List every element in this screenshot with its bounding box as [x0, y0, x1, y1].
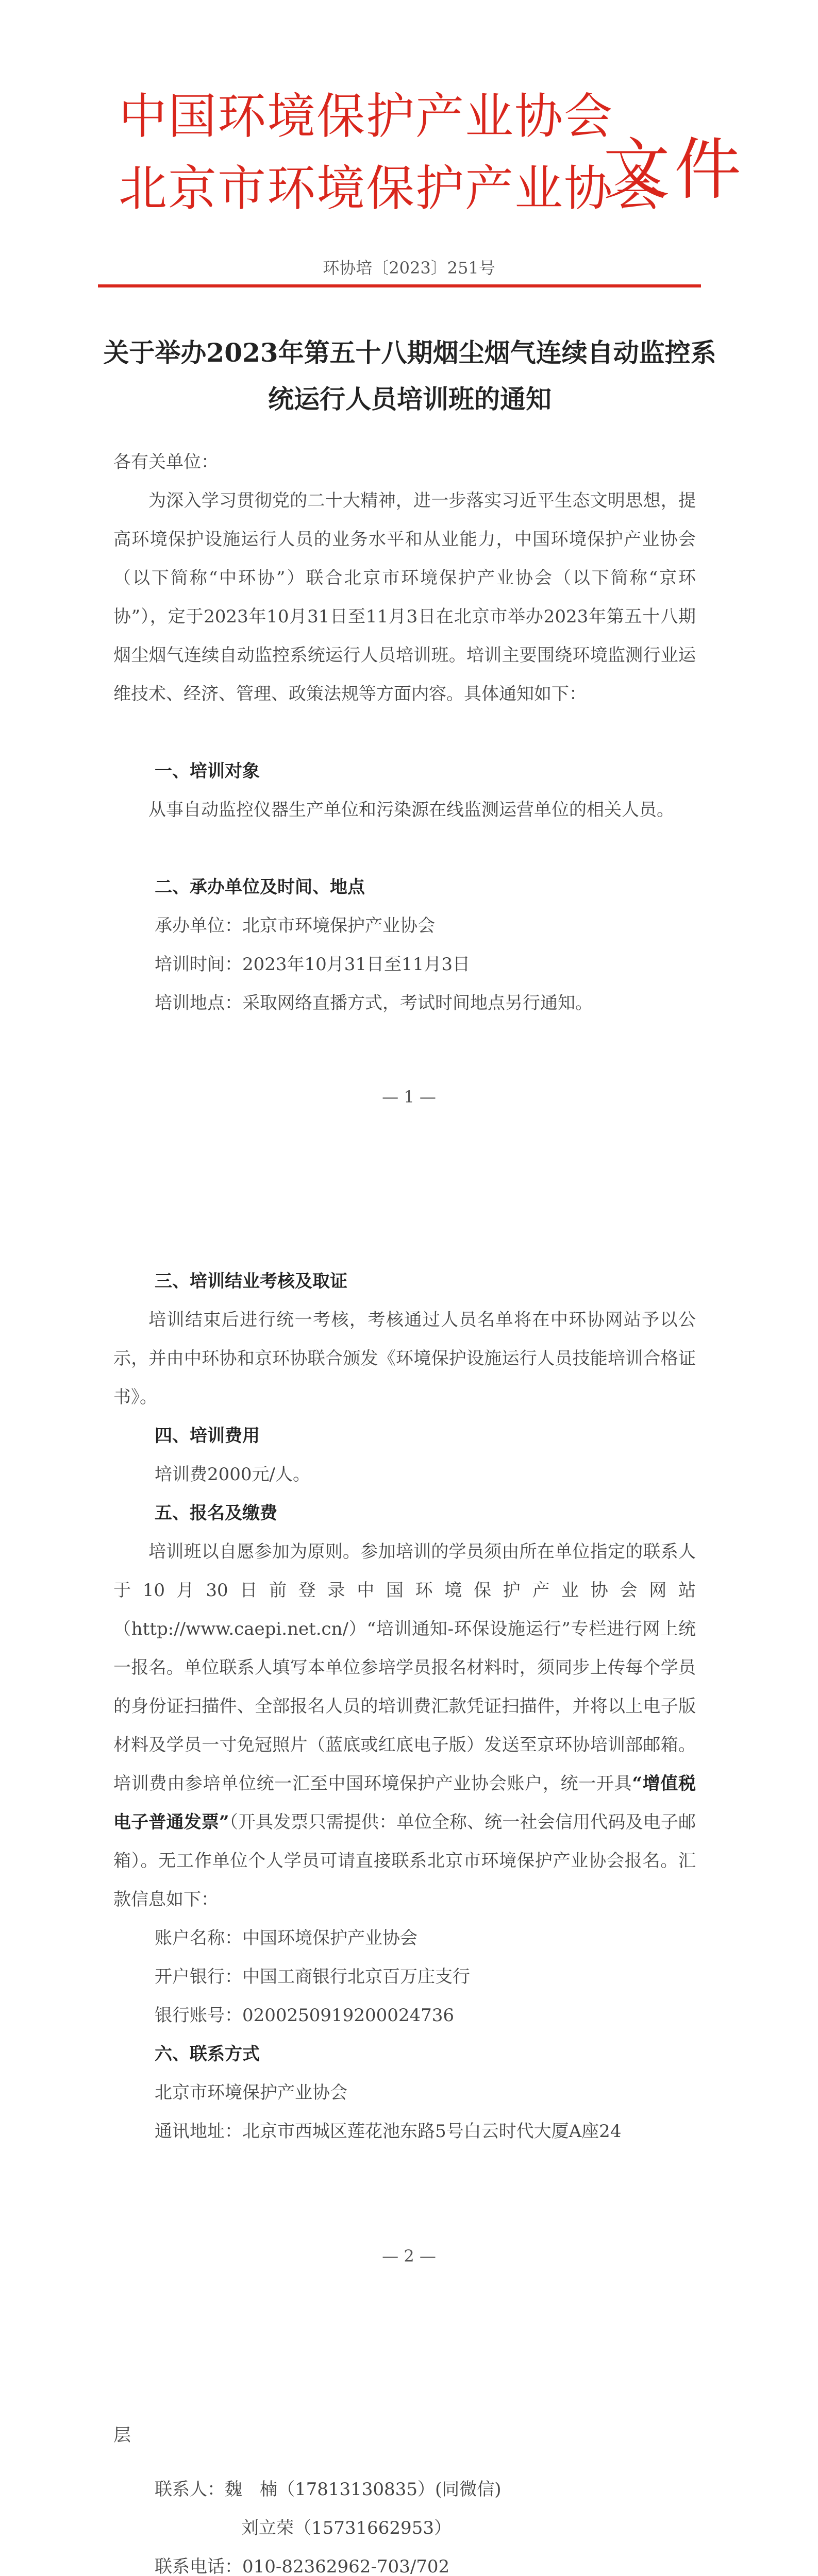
section-2-location: 培训地点：采取网络直播方式，考试时间地点另行通知。 — [155, 993, 593, 1013]
header-org-2: 北京市环境保护产业协会 — [119, 161, 663, 217]
section-2-time: 培训时间：2023年10月31日至11月3日 — [155, 954, 470, 975]
section-4-body: 培训费2000元/人。 — [155, 1464, 310, 1485]
section-5-body-b: （开具发票只需提供：单位全称、统一社会信用代码及电子邮箱）。无工作单位个人学员可请直接联系北京市环境保护产业协会报名。汇款信息如下： — [113, 1812, 696, 1910]
header-org-1: 中国环境保护产业协会 — [119, 89, 614, 145]
section-1-body: 从事自动监控仪器生产单位和污染源在线监测运营单位的相关人员。 — [148, 800, 674, 820]
section-6-heading: 六、联系方式 — [155, 2044, 260, 2064]
intro-paragraph: 为深入学习贯彻党的二十大精神，进一步落实习近平生态文明思想，提高环境保护设施运行人员的业务水平和从业能力，中国环境保护产业协会（以下简称“中环协”）联合北京市环境保护产业协会（以下简称“京环协”），定于2023年10月31日至11月3日在北京市举办2023年第五十八期烟尘烟气连续自动监控系统运行人员培训班。培训主要围绕环境监测行业运维技术、经济、管理、政策法规等方面内容。具体通知如下： — [113, 490, 696, 704]
section-3-heading: 三、培训结业考核及取证 — [155, 1271, 347, 1292]
section-2-heading: 二、承办单位及时间、地点 — [155, 877, 365, 897]
section-5-body-a: 培训班以自愿参加为原则。参加培训的学员须由所在单位指定的联系人于10月30日前登录中国环境保护产业协会网站（http://www.caepi.net.cn/）“培训通知-环保设施运行”专栏进行网上统一报名。单位联系人填写本单位参培学员报名材料时，须同步上传每个学员的身份证扫描件、全部报名人员的培训费汇款凭证扫描件，并将以上电子版材料及学员一寸免冠照片（蓝底或红底电子版）发送至京环协培训部邮箱。培训费由参培单位统一汇至中国环境保护产业协会账户，统一开具 — [113, 1541, 696, 1794]
contact-person-bj-2: 刘立荣（15731662953） — [241, 2518, 452, 2538]
section-5-body — [113, 1533, 696, 1919]
section-5-heading: 五、报名及缴费 — [155, 1503, 277, 1523]
header-doc-type: 文件 — [603, 130, 746, 209]
salutation: 各有关单位： — [113, 452, 219, 472]
section-3-body: 培训结束后进行统一考核，考核通过人员名单将在中环协网站予以公示，并由中环协和京环协联合颁发《环境保护设施运行人员技能培训合格证书》。 — [113, 1310, 696, 1408]
section-4-heading: 四、培训费用 — [155, 1426, 260, 1446]
contact-person-bj-1: 联系人：魏 楠（17813130835）(同微信) — [155, 2479, 502, 2500]
section-2-organizer: 承办单位：北京市环境保护产业协会 — [155, 916, 435, 936]
account-number: 银行账号：0200250919200024736 — [155, 2005, 455, 2026]
section-5-invoice-type: “增值税电子普通发票” — [113, 1773, 696, 1833]
contact-address-bj: 通讯地址：北京市西城区莲花池东路5号白云时代大厦A座24 — [155, 2121, 622, 2142]
doc-number: 环协培〔2023〕251号 — [323, 258, 495, 278]
header-divider — [98, 284, 701, 287]
contact-address-bj-cont: 层 — [113, 2425, 131, 2446]
contact-phone-bj: 联系电话：010-82362962-703/702 — [155, 2556, 450, 2576]
page-number-2: — 2 — — [382, 2246, 436, 2266]
page-number-1: — 1 — — [382, 1087, 436, 1107]
section-1-heading: 一、培训对象 — [155, 761, 260, 782]
account-name: 账户名称：中国环境保护产业协会 — [155, 1928, 418, 1948]
contact-org-bj: 北京市环境保护产业协会 — [155, 2082, 347, 2103]
document-title: 关于举办2023年第五十八期烟尘烟气连续自动监控系统运行人员培训班的通知 — [103, 337, 716, 414]
bank-name: 开户银行：中国工商银行北京百万庄支行 — [155, 1967, 470, 1987]
